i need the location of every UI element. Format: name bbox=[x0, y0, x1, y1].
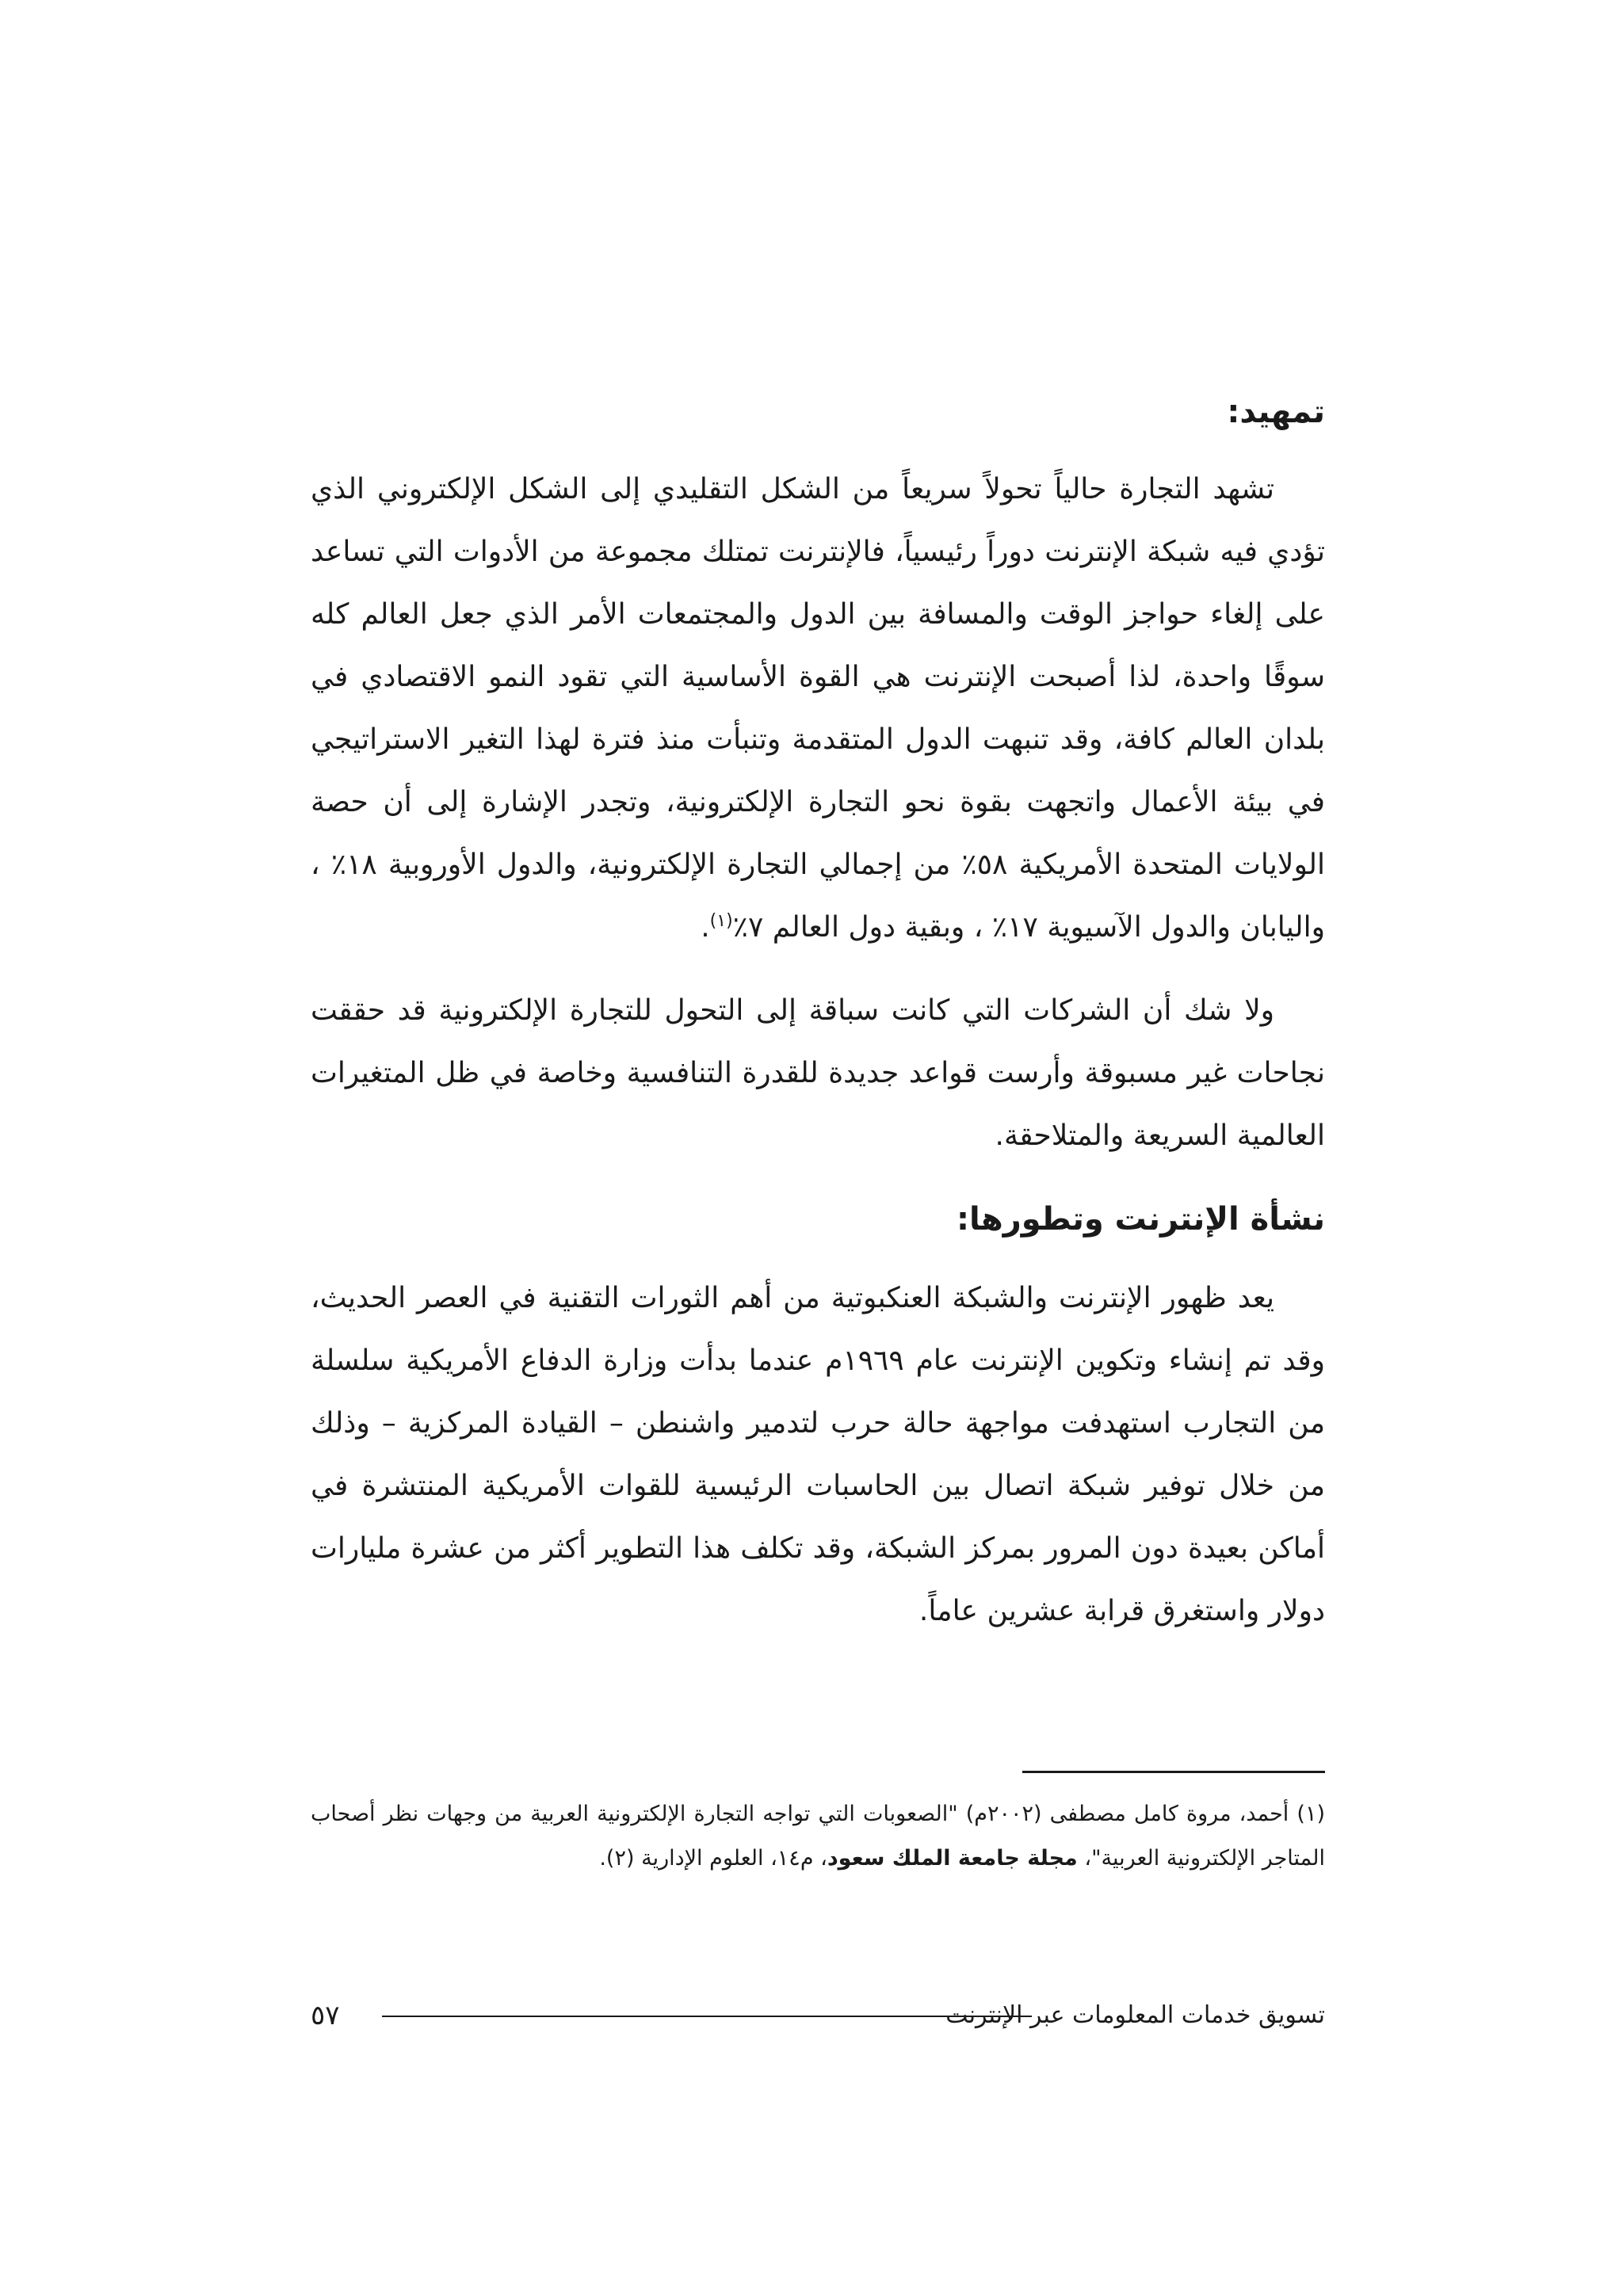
running-title: تسويق خدمات المعلومات عبر الإنترنت bbox=[945, 2001, 1325, 2029]
section-heading-internet-origin: نشأة الإنترنت وتطورها: bbox=[957, 1201, 1325, 1238]
page-footer bbox=[311, 1992, 1325, 2039]
page-body bbox=[311, 388, 1325, 1663]
paragraph-internet-origin: يعد ظهور الإنترنت والشبكة العنكبوتية من أهم الثورات التقنية في العصر الحديث، وقد تم إنشاء وتكوين الإنترنت عام ١٩٦٩م عندما بدأت وزارة الدفاع الأمريكية سلسلة من التجارب استهدفت مواجهة حالة حرب لتدمير واشنطن – القيادة المركزية – وذلك من خلال توفير شبكة اتصال بين الحاسبات الرئيسية للقوات الأمريكية المنتشرة في أماكن بعيدة دون المرور بمركز الشبكة، وقد تكلف هذا التطوير أكثر من عشرة مليارات دولار واستغرق قرابة عشرين عاماً. bbox=[311, 1282, 1325, 1627]
footnote-divider bbox=[1022, 1771, 1325, 1773]
page-number: ٥٧ bbox=[311, 2000, 340, 2031]
footnote bbox=[311, 1792, 1325, 1881]
paragraph-text: تشهد التجارة حالياً تحولاً سريعاً من الشكل التقليدي إلى الشكل الإلكتروني الذي تؤدي فيه شبكة الإنترنت دوراً رئيسياً، فالإنترنت تمتلك مجموعة من الأدوات التي تساعد على إلغاء حواجز الوقت والمسافة بين الدول والمجتمعات الأمر الذي جعل العالم كله سوقًا واحدة، لذا أصبحت الإنترنت هي القوة الأساسية التي تقود النمو الاقتصادي في بلدان العالم كافة، وقد تنبهت الدول المتقدمة وتنبأت منذ فترة لهذا التغير الاستراتيجي في بيئة الأعمال واتجهت بقوة نحو التجارة الإلكترونية، وتجدر الإشارة إلى أن حصة الولايات المتحدة الأمريكية ٥٨٪ من إجمالي التجارة الإلكترونية، والدول الأوروبية ١٨٪ ، واليابان والدول الآسيوية ١٧٪ ، وبقية دول العالم ٧٪ bbox=[311, 473, 1326, 944]
footnote-text-b: ، م١٤، العلوم الإدارية (٢). bbox=[599, 1846, 827, 1871]
footnote-text-a: (١) أحمد، مروة كامل مصطفى (٢٠٠٢م) "الصعوبات التي تواجه التجارة الإلكترونية العربية من وجهات نظر أصحاب المتاجر الإلكترونية العربية"، bbox=[311, 1802, 1325, 1871]
paragraph-intro-2: ولا شك أن الشركات التي كانت سباقة إلى التحول للتجارة الإلكترونية قد حققت نجاحات غير مسبوقة وأرست قواعد جديدة للقدرة التنافسية وخاصة في ظل المتغيرات العالمية السريعة والمتلاحقة. bbox=[311, 994, 1325, 1152]
section-heading-intro: تمهيد: bbox=[1227, 394, 1325, 430]
footnote-reference[interactable]: (١) bbox=[709, 911, 733, 931]
footnote-journal: مجلة جامعة الملك سعود bbox=[827, 1846, 1078, 1871]
paragraph-end: . bbox=[701, 911, 710, 944]
footer-rule bbox=[382, 2016, 1032, 2017]
paragraph-intro-1 bbox=[311, 458, 1325, 959]
